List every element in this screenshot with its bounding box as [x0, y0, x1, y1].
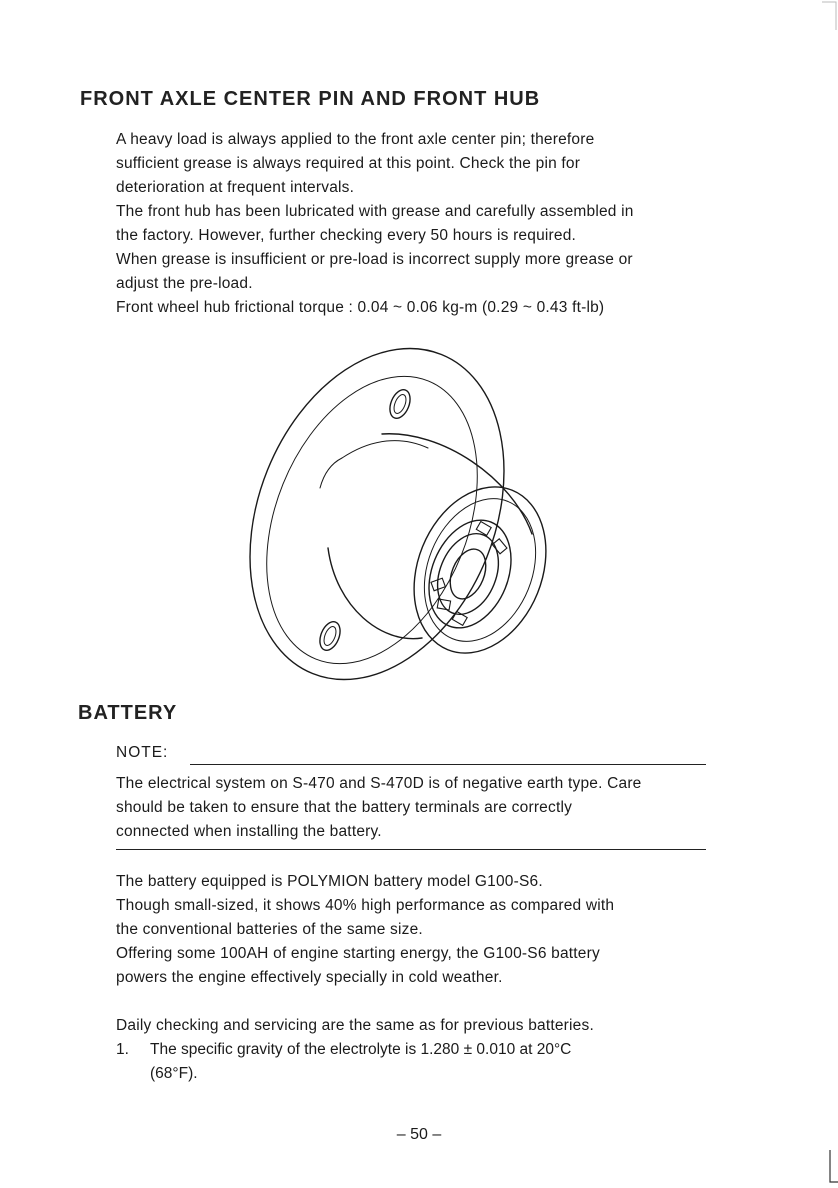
step-line: The specific gravity of the electrolyte is 1.280 ± 0.010 at 20°C [150, 1041, 572, 1058]
section-heading-front-hub: FRONT AXLE CENTER PIN AND FRONT HUB [80, 88, 541, 110]
battery-paragraph [116, 870, 706, 990]
numbered-step [116, 1038, 706, 1086]
note-paragraph [116, 772, 706, 844]
text-line: adjust the pre-load. [116, 275, 253, 292]
page-number: – 50 – [396, 1126, 442, 1143]
front-hub-paragraph [116, 128, 706, 320]
note-rule-bottom [116, 849, 706, 850]
flange-inner-edge [232, 345, 517, 690]
text-line: The front hub has been lubricated with grease and carefully assembled in [116, 203, 634, 220]
note-line: connected when installing the battery. [116, 823, 382, 840]
hub-face-rim [404, 482, 556, 658]
torque-spec-line: Front wheel hub frictional torque : 0.04 ~ 0.06 kg-m (0.29 ~ 0.43 ft-lb) [116, 299, 605, 316]
text-line: The battery equipped is POLYMION battery model G100-S6. [116, 873, 543, 890]
text-line: powers the engine effectively specially in cold weather. [116, 969, 503, 986]
text-line: Daily checking and servicing are the same as for previous batteries. [116, 1017, 594, 1034]
hub-cylinder-top [382, 434, 532, 534]
front-hub-illustration [232, 338, 562, 690]
step-number: 1. [116, 1041, 129, 1058]
text-line: deterioration at frequent intervals. [116, 179, 355, 196]
bolt-hole-bottom [316, 619, 344, 654]
text-line: When grease is insufficient or pre-load is incorrect supply more grease or [116, 251, 633, 268]
text-line: A heavy load is always applied to the front axle center pin; therefore [116, 131, 595, 148]
text-line: Though small-sized, it shows 40% high performance as compared with [116, 897, 615, 914]
daily-checking-text [116, 1014, 706, 1038]
step-text [150, 1038, 706, 1086]
step-line: (68°F). [150, 1065, 198, 1082]
scan-edge-mark [818, 0, 838, 1188]
note-line: should be taken to ensure that the battery terminals are correctly [116, 799, 573, 816]
note-label: NOTE: [116, 744, 169, 761]
bolt-hole-top [386, 387, 414, 422]
note-rule-top [190, 764, 706, 765]
text-line: sufficient grease is always required at this point. Check the pin for [116, 155, 581, 172]
flange-outline [232, 338, 551, 690]
hub-cylinder-bottom [328, 548, 422, 639]
hub-cylinder-side [320, 458, 342, 488]
bearing-rollers [431, 522, 507, 626]
text-line: the factory. However, further checking every 50 hours is required. [116, 227, 577, 244]
note-line: The electrical system on S-470 and S-470D is of negative earth type. Care [116, 775, 642, 792]
section-heading-battery: BATTERY [78, 702, 178, 724]
hub-cylinder-back [342, 441, 428, 458]
text-line: the conventional batteries of the same size. [116, 921, 423, 938]
text-line: Offering some 100AH of engine starting energy, the G100-S6 battery [116, 945, 600, 962]
